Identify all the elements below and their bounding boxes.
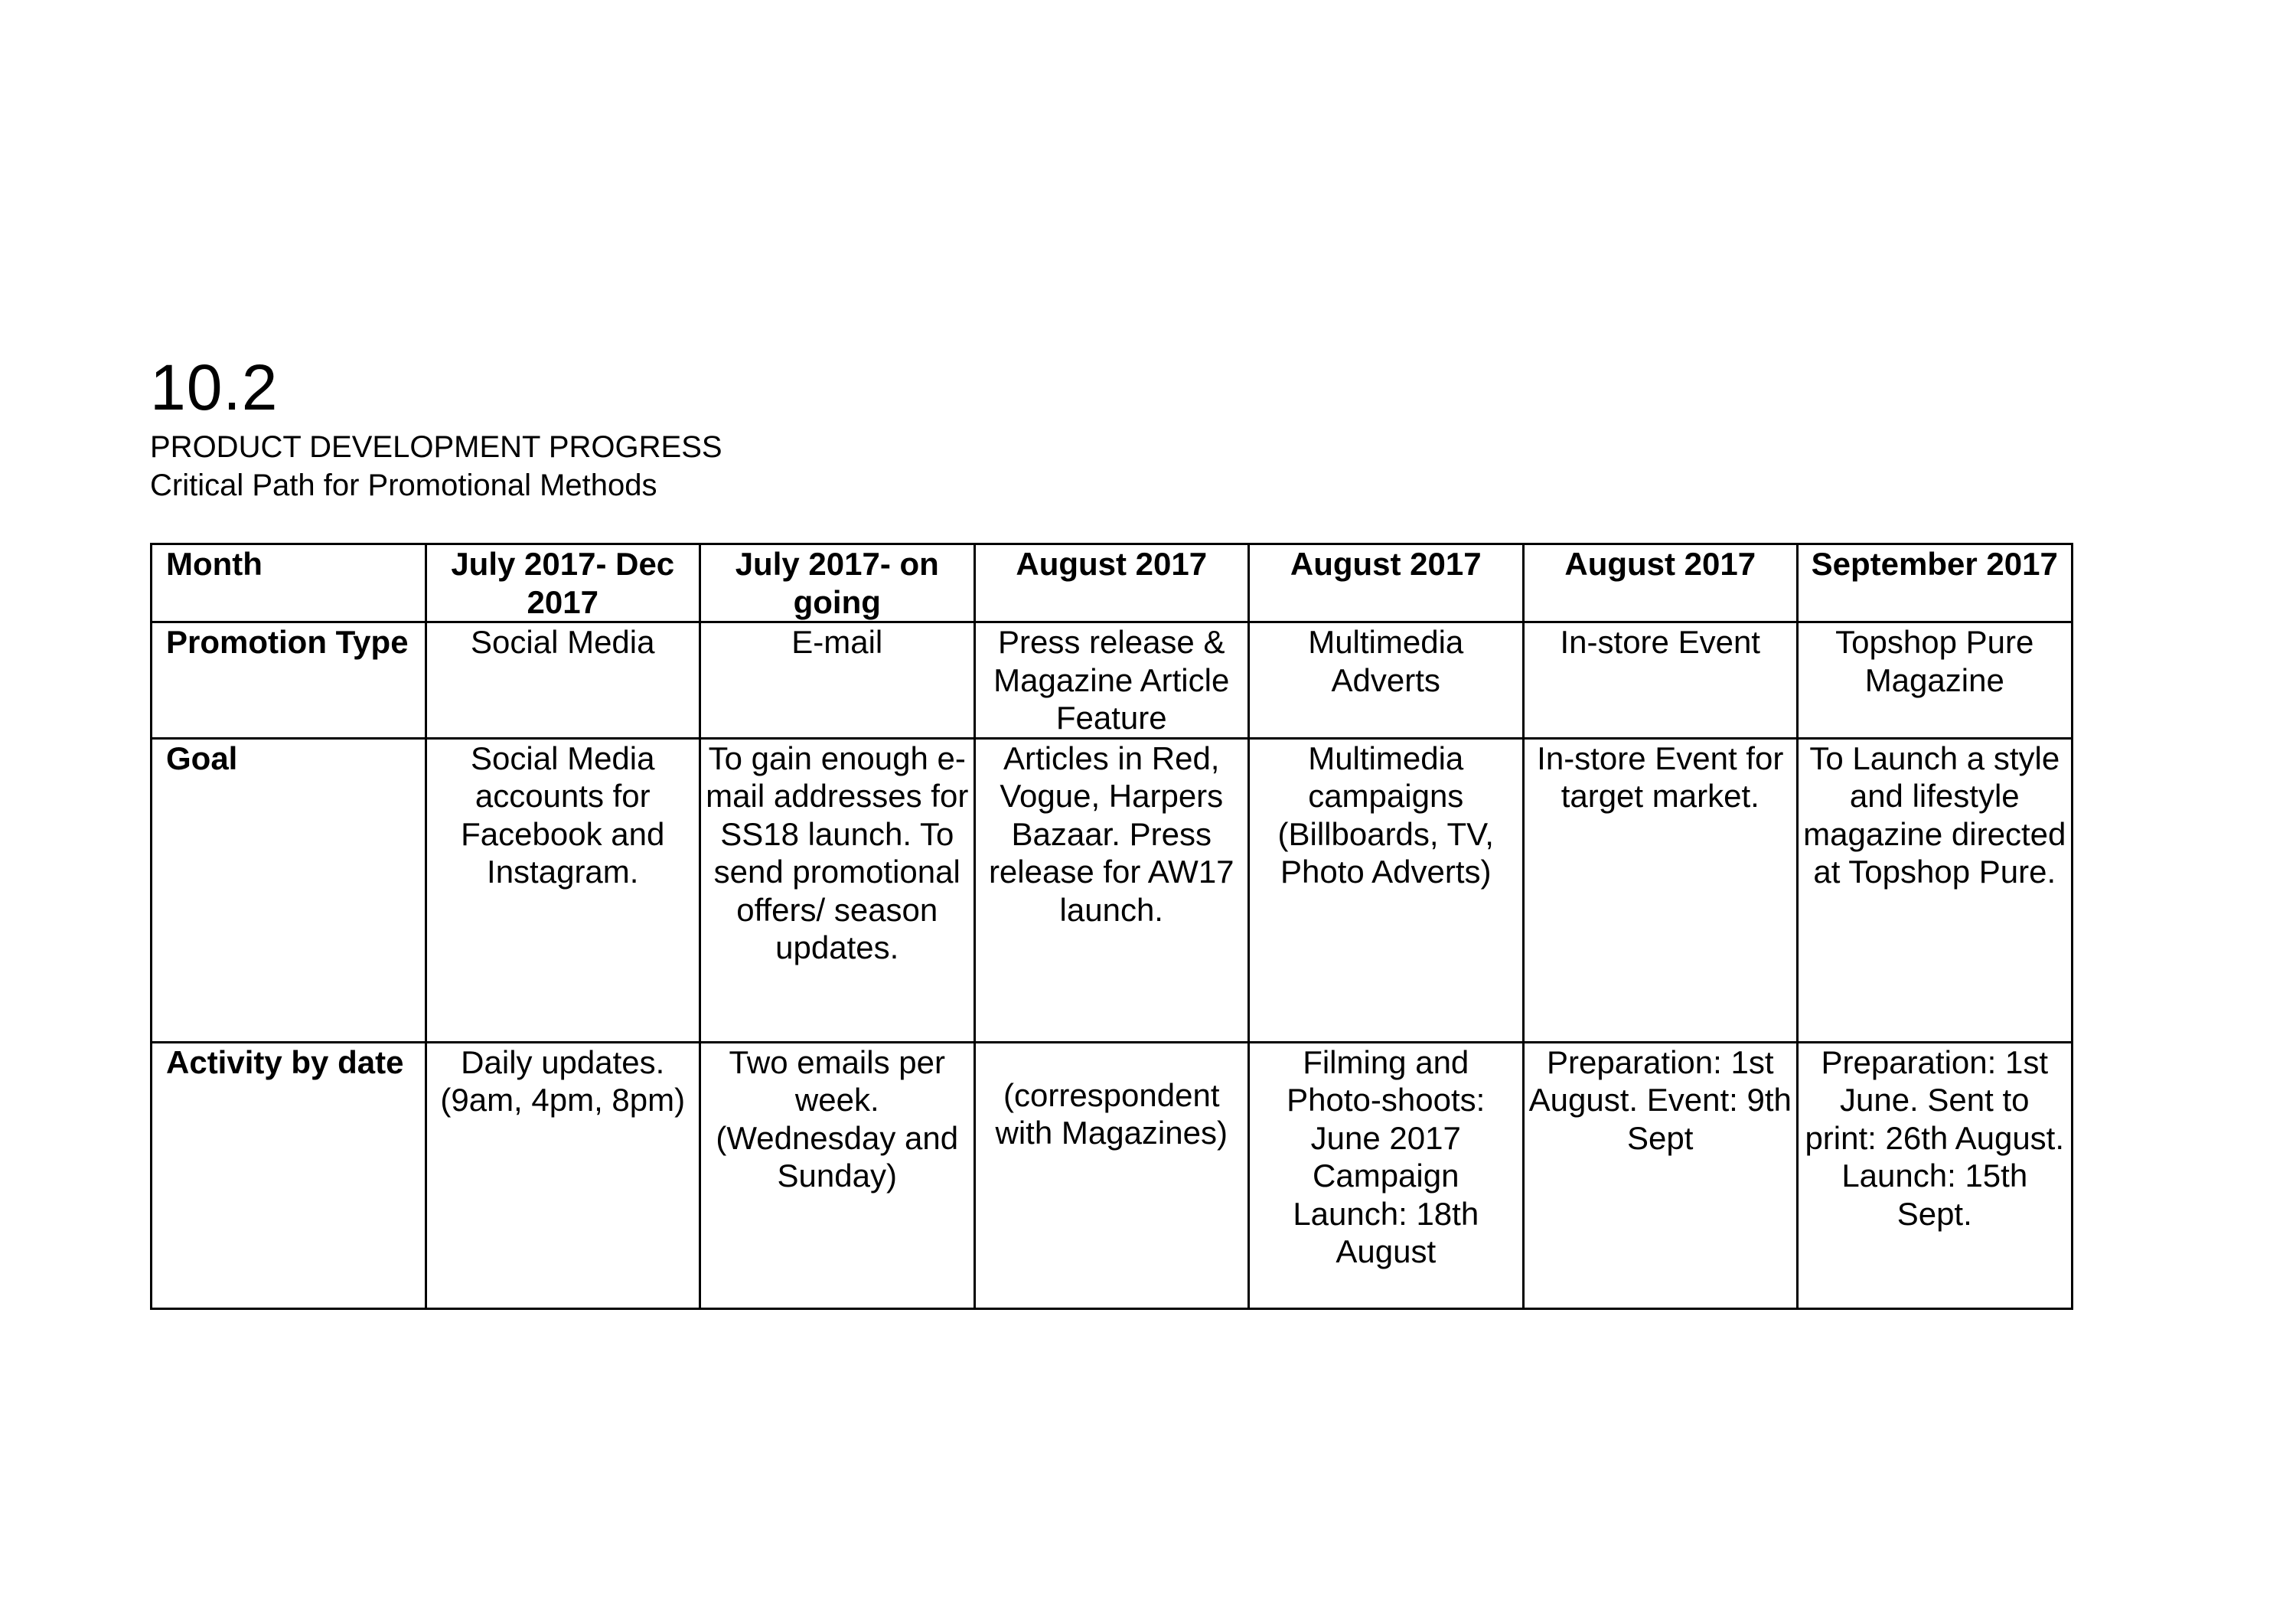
- table-cell: In-store Event: [1523, 622, 1798, 739]
- table-cell: E-mail: [700, 622, 975, 739]
- table-cell: August 2017: [1249, 544, 1524, 622]
- row-label-promotion-type: Promotion Type: [152, 622, 426, 739]
- table-row-goal: [152, 738, 2073, 1042]
- table-cell: Articles in Red, Vogue, Harpers Bazaar. Press release for AW17 launch.: [974, 738, 1249, 1042]
- table-row-promotion-type: [152, 622, 2073, 739]
- section-number: 10.2: [150, 351, 279, 423]
- table-cell: July 2017- Dec 2017: [426, 544, 700, 622]
- table-cell: September 2017: [1798, 544, 2073, 622]
- table-cell: Social Media: [426, 622, 700, 739]
- table-cell: July 2017- on going: [700, 544, 975, 622]
- table-cell: Two emails per week. (Wednesday and Sunday): [700, 1042, 975, 1308]
- table-cell: Daily updates. (9am, 4pm, 8pm): [426, 1042, 700, 1308]
- table-cell: Preparation: 1st June. Sent to print: 26th August. Launch: 15th Sept.: [1798, 1042, 2073, 1308]
- table-cell: Press release & Magazine Article Feature: [974, 622, 1249, 739]
- table-cell: In-store Event for target market.: [1523, 738, 1798, 1042]
- document-title: PRODUCT DEVELOPMENT PROGRESS: [150, 430, 722, 464]
- table-cell: August 2017: [1523, 544, 1798, 622]
- table-row-month: [152, 544, 2073, 622]
- table-cell: Multimedia Adverts: [1249, 622, 1524, 739]
- document-subtitle: Critical Path for Promotional Methods: [150, 469, 657, 502]
- row-label-goal: Goal: [152, 738, 426, 1042]
- table-cell: Social Media accounts for Facebook and Instagram.: [426, 738, 700, 1042]
- row-label-activity-by-date: Activity by date: [152, 1042, 426, 1308]
- table-row-activity-by-date: [152, 1042, 2073, 1308]
- table-cell: Multimedia campaigns (Billboards, TV, Photo Adverts): [1249, 738, 1524, 1042]
- table-cell: Preparation: 1st August. Event: 9th Sept: [1523, 1042, 1798, 1308]
- table-cell: Filming and Photo-shoots: June 2017 Campaign Launch: 18th August: [1249, 1042, 1524, 1308]
- table-cell: August 2017: [974, 544, 1249, 622]
- table-cell: To Launch a style and lifestyle magazine directed at Topshop Pure.: [1798, 738, 2073, 1042]
- row-label-month: Month: [152, 544, 426, 622]
- table-cell: To gain enough e-mail addresses for SS18 launch. To send promotional offers/ season updates.: [700, 738, 975, 1042]
- critical-path-table: [150, 543, 2073, 1310]
- table-cell: (correspondent with Magazines): [974, 1042, 1249, 1308]
- table-cell: Topshop Pure Magazine: [1798, 622, 2073, 739]
